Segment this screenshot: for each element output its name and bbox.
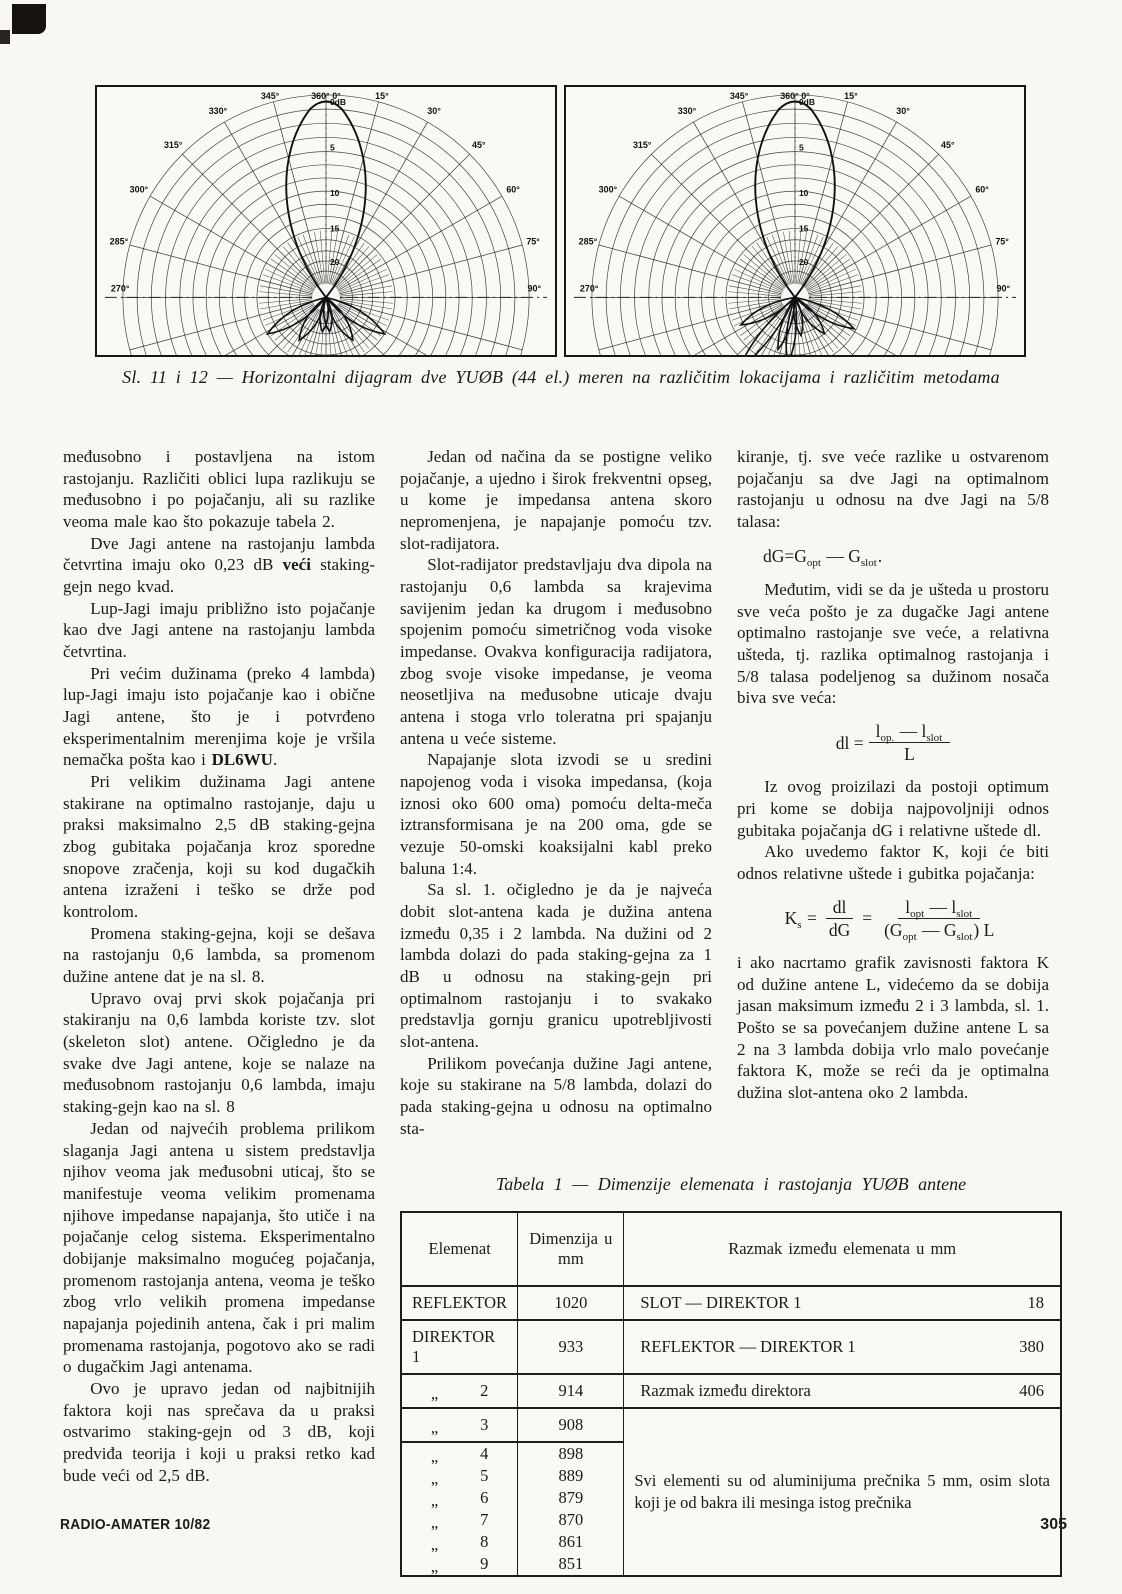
text-column-1	[63, 446, 375, 1577]
svg-text:5: 5	[329, 142, 335, 153]
table-cell: Razmak između direktora 406	[624, 1374, 1061, 1408]
table-cell: „ 6	[430, 1487, 489, 1510]
svg-text:10: 10	[798, 187, 809, 198]
paragraph: Jedan od načina da se postigne veliko pojačanje, a ujedno i širok frekventni opseg, u kome je impedansa antena skoro nepromenjena, je napajanje pomoću tzv. slot-radijatora.	[400, 447, 712, 553]
paragraph: Jedan od najvećih problema prilikom slaganja Jagi antena u sistem predstavlja njihov veoma jak međusobni uticaj, što se manifestuje veoma velikim promenama njihove impedanse napajanja, što utiče i na pojačanje celog sistema. Eksperimentalno dobijanje maksimalno mogućeg pojačanja, promenom rastojanja antena, veoma je teško zbog vrlo velikih promena impedanse napajanja pojedinih antena, čak i pri malim promenama rastojanja, pogotovo ako se radi o dugačkim Jagi antenama.	[63, 1118, 375, 1377]
svg-text:10: 10	[329, 187, 340, 198]
paragraph: Upravo ovaj prvi skok pojačanja pri stakiranju na 0,6 lambda koriste tzv. slot (skeleton slot) antene. Očigledno je da svake dve Jagi antene, koje se nalaze na međusobnom rastojanju 0,6 lambda, imaju staking-gejn kao na sl. 8	[63, 988, 375, 1117]
table-cell: DIREKTOR 1	[401, 1320, 518, 1374]
polar-chart-left	[97, 87, 555, 355]
svg-text:45°: 45°	[941, 140, 955, 151]
svg-text:360° 0°: 360° 0°	[780, 90, 810, 101]
polar-chart-right	[566, 87, 1024, 355]
paragraph: Napajanje slota izvodi se u sredini napojenog voda i visoka impedansa, (koja iznosi oko 600 oma) pomoću delta-meča iztransformisana je na 200 oma, gde se vezuje 50-omski koaksijalni kabl preko baluna 1:4.	[400, 750, 712, 878]
table-cell: 861	[518, 1531, 624, 1553]
table-cell: REFLEKTOR	[401, 1286, 518, 1320]
table-cell: 1020	[518, 1286, 624, 1320]
table-note-cell: Svi elementi su od aluminijuma prečnika 5 mm, osim slota koji je od bakra ili mesinga istog prečnika	[624, 1408, 1061, 1576]
svg-text:0dB: 0dB	[329, 96, 346, 107]
paragraph: Slot-radijator predstavljaju dva dipola na rastojanju 0,6 lambda sa krajevima savijenim jedan ka drugom i međusobno spojenim pomoću simetričnog voda visoke impedanse. Ovakva konfiguracija radijatora, zbog svoje visoke impedanse, je veoma neosetljiva na međusobne uticaje dvaju antena i stoga vrlo toleratna pri spajanju antena u veće sisteme.	[400, 555, 712, 748]
formula: dl = $\frac{l_{op.} — l_{slot}}{L}$	[737, 721, 1049, 764]
svg-text:0dB: 0dB	[798, 96, 815, 107]
table-title: Tabela 1 — Dimenzije elemenata i rastojanja YUØB antene	[495, 1173, 967, 1194]
svg-text:345°: 345°	[729, 90, 749, 101]
svg-text:20: 20	[329, 256, 340, 267]
svg-text:75°: 75°	[526, 236, 540, 247]
paragraph: Pri velikim dužinama Jagi antene stakirane na optimalno rastojanje, daju u praksi maksimalno 2,5 dB staking-gejna zbog gubitaka pojačanja kroz sporedne snopove zračenja, koji su kod dugačkih antena izraženi i teško se drže pod kontrolom.	[63, 772, 375, 922]
table-cell: 870	[518, 1509, 624, 1531]
svg-text:330°: 330°	[208, 105, 228, 116]
polar-diagram-left	[95, 85, 557, 357]
table-cell: 914	[518, 1374, 624, 1408]
paragraph: Iz ovog proizilazi da postoji optimum pri kome se dobija najpovoljniji odnos gubitaka pojačanja dG i relativne uštede dl.	[737, 777, 1049, 840]
table-cell: „ 2	[401, 1374, 518, 1408]
table-cell: 889	[518, 1465, 624, 1487]
svg-text:15: 15	[798, 223, 809, 234]
svg-text:90°: 90°	[996, 283, 1011, 294]
svg-text:60°: 60°	[975, 184, 989, 195]
table-cell: 933	[518, 1320, 624, 1374]
table-cell: „ 4	[430, 1443, 489, 1466]
figures-row	[95, 85, 1026, 357]
table-cell: „ 7	[430, 1509, 489, 1532]
page-footer	[60, 1516, 1067, 1534]
table-cell: „ 3	[401, 1408, 518, 1442]
paragraph: Promena staking-gejna, koji se dešava na rastojanju 0,6 lambda, sa promenom dužine antene dat je na sl. 8.	[63, 923, 375, 987]
journal-name: RADIO-AMATER 10/82	[60, 1516, 211, 1533]
article-body	[63, 446, 1062, 1577]
svg-text:15°: 15°	[375, 90, 389, 101]
paragraph: kiranje, tj. sve veće razlike u ostvarenom pojačanju sa dve Jagi na optimalnom rastojanju u odnosu na dve Jagi na 5/8 talasa:	[737, 447, 1049, 532]
paragraph: međusobno i postavljena na istom rastojanju. Različiti oblici lupa razlikuju se međusobno i po pojačanju, ali su razlike veoma male kao što pokazuje tabela 2.	[63, 447, 375, 532]
svg-text:90°: 90°	[527, 283, 542, 294]
svg-text:30°: 30°	[427, 105, 441, 116]
table-cell: „ 5	[430, 1465, 489, 1488]
table-header-cell: Elemenat	[401, 1212, 518, 1286]
svg-text:315°: 315°	[163, 140, 183, 151]
svg-text:345°: 345°	[260, 90, 280, 101]
svg-text:285°: 285°	[578, 236, 598, 247]
svg-text:60°: 60°	[506, 184, 520, 195]
table-cell: „ 9	[430, 1553, 489, 1576]
paragraph: Ako uvedemo faktor K, koji će biti odnos relativne uštede i gubitka pojačanja:	[737, 842, 1049, 883]
paragraph: i ako nacrtamo grafik zavisnosti faktora K od dužine antene L, videćemo da se dobija jasan maksimum između 2 i 3 lambda, sl. 1. Pošto se sa povećanjem dužine antene L sa 2 na 3 lambda dobija vrlo malo povećanje faktora K, može se reći da je optimalna dužina slot-antena oko 2 lambda.	[737, 952, 1049, 1102]
table-cell: 908	[518, 1408, 624, 1442]
table-header-cell: Dimenzija u mm	[518, 1212, 624, 1286]
text-column-3	[737, 446, 1049, 1140]
table-cell: „ 8	[430, 1531, 489, 1554]
paragraph: Lup-Jagi imaju približno isto pojačanje kao dve Jagi antene na rastojanju lambda četvrtina.	[63, 598, 375, 662]
scan-artifact	[12, 4, 46, 34]
svg-text:75°: 75°	[995, 236, 1009, 247]
svg-text:15°: 15°	[844, 90, 858, 101]
paragraph: Ovo je upravo jedan od najbitnijih faktora koji nas sprečava da u praksi ostvarimo staking-gejn od 3 dB, koji predviđa teorija i koji u praksi retko kad bude veći od 2,5 dB.	[63, 1378, 375, 1485]
svg-text:360° 0°: 360° 0°	[311, 90, 341, 101]
table-cell: 898	[518, 1442, 624, 1465]
scan-artifact	[0, 30, 10, 44]
paragraph: Međutim, vidi se da je ušteda u prostoru sve veća pošto je za dugačke Jagi antene optimalno rastojanje sve veće, a relativna ušteda, tj. razlika optimalnog rastojanja i 5/8 talasa podeljenog sa dužinom nosača biva sve veća:	[737, 580, 1049, 708]
table-cell: REFLEKTOR — DIREKTOR 1 380	[624, 1320, 1061, 1374]
table-cell: SLOT — DIREKTOR 1 18	[624, 1286, 1061, 1320]
paragraph: Sa sl. 1. očigledno je da je najveća dobit slot-antena kada je dužina antena između 0,35 i 2 lambda. Na dužini od 2 lambda dolazi do pada staking-gejna za 1 dB u odnosu na staking-gejn pri optimalnom rastojanju i to svakako predstavlja gornju granicu upotrebljivosti slot-antena.	[400, 880, 712, 1052]
paragraph: Prilikom povećanja dužine Jagi antene, koje su stakirane na 5/8 lambda, dolazi do pada staking-gejna u odnosu na optimalno sta-	[400, 1053, 712, 1138]
svg-text:285°: 285°	[109, 236, 129, 247]
svg-text:300°: 300°	[129, 184, 149, 195]
svg-text:330°: 330°	[677, 105, 697, 116]
right-area	[400, 446, 1062, 1577]
table-cell: 879	[518, 1487, 624, 1509]
svg-text:30°: 30°	[896, 105, 910, 116]
figure-caption: Sl. 11 i 12 — Horizontalni dijagram dve YUØB (44 el.) meren na različitim lokacijama i različitim metodama	[122, 367, 1000, 387]
table-cell: 851	[518, 1553, 624, 1576]
svg-text:15: 15	[329, 223, 340, 234]
text-column-2	[400, 446, 712, 1140]
svg-text:45°: 45°	[472, 140, 486, 151]
formula: $K_s$ = $\frac{dl}{dG}$ = $\frac{l_{opt} — l_{slot}}{(G_{opt} — G_{slot}) L}$	[784, 896, 995, 943]
paragraph: Pri većim dužinama (preko 4 lambda) lup-Jagi imaju isto pojačanje kao i obične Jagi antene, što je i potvrđeno eksperimentalnim merenjima koje je vršila nemačka pošta kao i DL6WU.	[63, 663, 375, 770]
svg-text:270°: 270°	[579, 283, 599, 294]
page-number: 305	[1040, 1516, 1067, 1533]
formula: $dG=G_{opt}$ — $G_{slot}$.	[763, 545, 883, 569]
svg-text:5: 5	[798, 142, 804, 153]
svg-text:270°: 270°	[110, 283, 130, 294]
paragraph: Dve Jagi antene na rastojanju lambda četvrtina imaju oko 0,23 dB veći staking-gejn nego kvad.	[63, 533, 375, 597]
svg-text:20: 20	[798, 256, 809, 267]
polar-diagram-right	[564, 85, 1026, 357]
svg-text:300°: 300°	[598, 184, 618, 195]
table-header-cell: Razmak između elemenata u mm	[624, 1212, 1061, 1286]
svg-text:315°: 315°	[632, 140, 652, 151]
